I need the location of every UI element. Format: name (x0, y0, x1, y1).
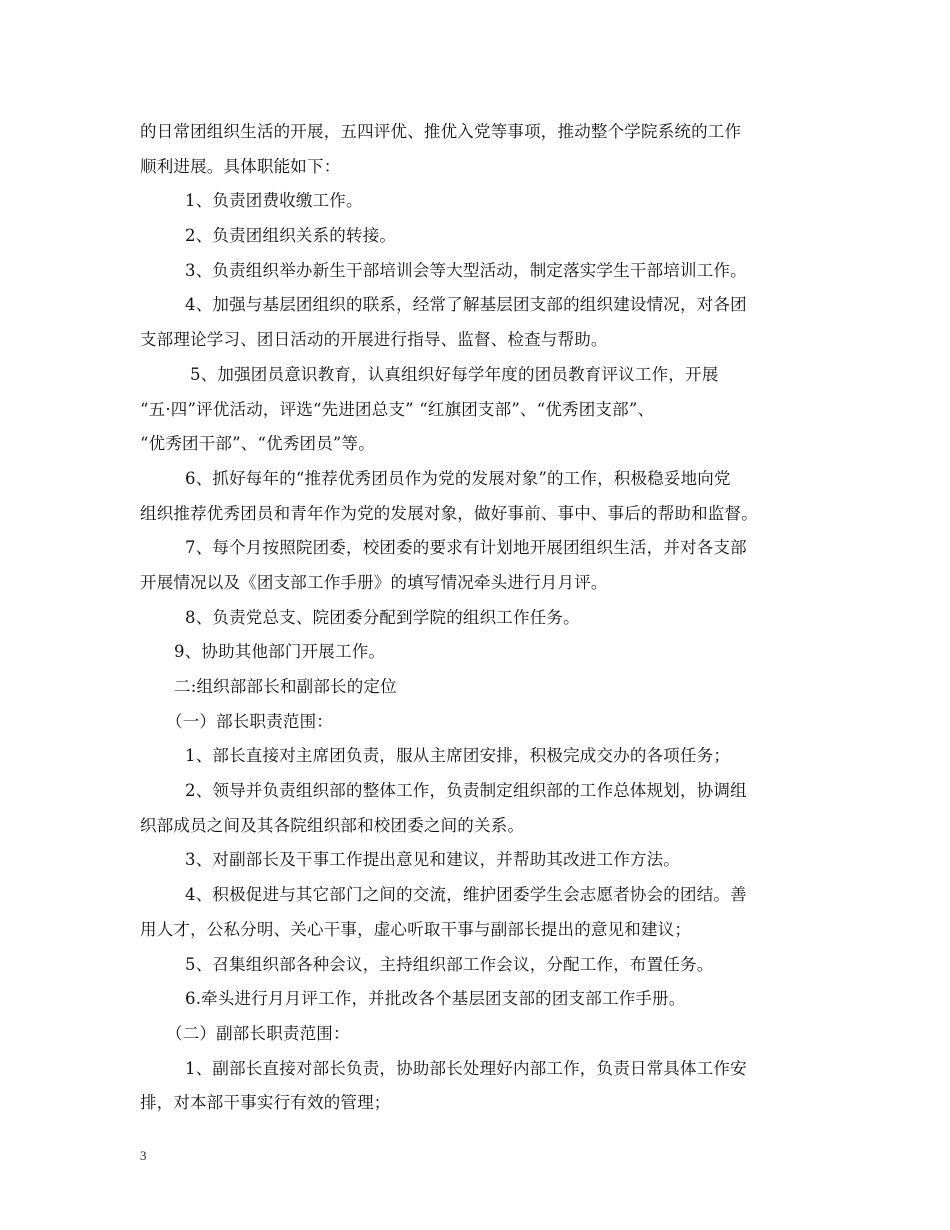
text-line: 的日常团组织生活的开展，五四评优、推优入党等事项，推动整个学院系统的工作 (140, 122, 742, 141)
text-line: 组织推荐优秀团员和青年作为党的发展对象，做好事前、事中、事后的帮助和监督。 (140, 503, 758, 523)
section-heading: 二:组织部部长和副部长的定位 (174, 677, 397, 696)
text-line: “五·四”评优活动，评选“先进团总支” “红旗团支部”、“优秀团支部”、 (140, 399, 655, 419)
text-line: 开展情况以及《团支部工作手册》的填写情况牵头进行月月评。 (140, 572, 608, 592)
list-item-5: 5、召集组织部各种会议，主持组织部工作会议，分配工作，布置任务。 (185, 954, 714, 974)
body-text (140, 115, 812, 1121)
list-item-3: 3、对副部长及干事工作提出意见和建议，并帮助其改进工作方法。 (185, 850, 680, 870)
text-line: 顺利进展。具体职能如下： (140, 156, 341, 176)
list-item-5: 5、加强团员意识教育，认真组织好每学年度的团员教育评议工作，开展 (190, 364, 719, 384)
list-item-9: 9、协助其他部门开展工作。 (174, 642, 386, 662)
list-item-2: 2、领导并负责组织部的整体工作，负责制定组织部的工作总体规划，协调组 (185, 781, 747, 801)
text-line: “优秀团干部”、“优秀团员”等。 (140, 434, 375, 454)
list-item-1: 1、负责团费收缴工作。 (185, 191, 363, 211)
subsection-heading: （一）部长职责范围： (166, 711, 333, 731)
list-item-4: 4、加强与基层团组织的联系，经常了解基层团支部的组织建设情况，对各团 (185, 295, 747, 315)
list-item-4: 4、积极促进与其它部门之间的交流，维护团委学生会志愿者协会的团结。善 (185, 885, 747, 905)
subsection-heading: （二）副部长职责范围： (166, 1023, 350, 1043)
text-line: 织部成员之间及其各院组织部和校团委之间的关系。 (140, 815, 525, 835)
text-line: 支部理论学习、团日活动的开展进行指导、监督、检查与帮助。 (140, 330, 608, 350)
text-line: 用人才，公私分明、关心干事，虚心听取干事与副部长提出的意见和建议； (140, 919, 692, 939)
text-line: 排，对本部干事实行有效的管理； (140, 1093, 391, 1113)
list-item-2: 2、负责团组织关系的转接。 (185, 226, 397, 246)
list-item-6: 6.牵头进行月月评工作，并批改各个基层团支部的团支部工作手册。 (185, 989, 686, 1009)
list-item-7: 7、每个月按照院团委，校团委的要求有计划地开展团组织生活，并对各支部 (185, 538, 747, 558)
list-item-3: 3、负责组织举办新生干部培训会等大型活动，制定落实学生干部培训工作。 (185, 260, 747, 280)
page-number: 3 (140, 1148, 147, 1163)
list-item-8: 8、负责党总支、院团委分配到学院的组织工作任务。 (185, 607, 580, 627)
list-item-1: 1、副部长直接对部长负责，协助部长处理好内部工作，负责日常具体工作安 (185, 1058, 747, 1078)
list-item-6: 6、抓好每年的“推荐优秀团员作为党的发展对象”的工作，积极稳妥地向党 (185, 468, 731, 488)
list-item-1: 1、部长直接对主席团负责，服从主席团安排，积极完成交办的各项任务； (185, 746, 731, 766)
